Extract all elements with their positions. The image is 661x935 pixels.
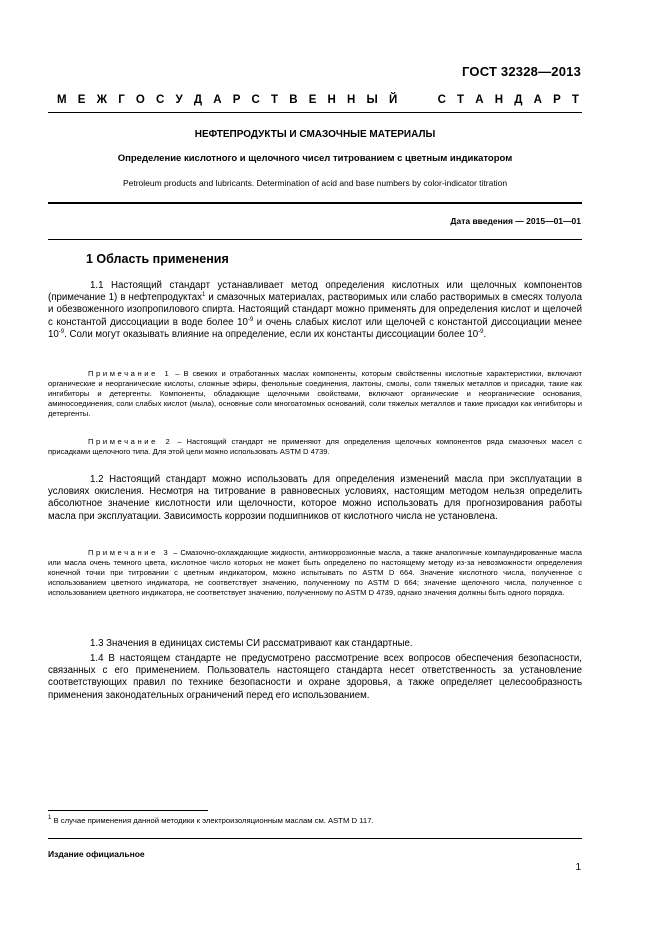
paragraph-1-2 [48,474,582,523]
divider [48,112,582,113]
document-title: НЕФТЕПРОДУКТЫ И СМАЗОЧНЫЕ МАТЕРИАЛЫ [194,129,436,140]
banner-letter: А [213,94,222,106]
footnote-divider [48,810,208,811]
english-title: Petroleum products and lubricants. Determination of acid and base numbers by color-indicator titration [122,178,508,188]
text-run: . [483,328,487,340]
effective-date: Дата введения — 2015—01—01 [450,216,581,226]
banner-letter: С [251,94,260,106]
footer-divider [48,838,582,839]
banner-letter: А [533,94,542,106]
banner-letter: Т [571,94,579,106]
banner-letter: С [437,94,446,106]
note-2 [48,437,582,457]
banner-letter: Н [347,94,356,106]
text-run: . Соли могут оказывать влияние на определение, если их константы диссоциации более 10 [64,328,479,340]
paragraph-1-3 [48,638,582,650]
edition-label: Издание официальное [48,849,145,859]
paragraph-text: 1.4 В настоящем стандарте не предусмотрено рассмотрение всех вопросов обеспечения безопасности, связанных с его применением. Пользователь настоящего стандарта несет ответственность за установление соответствующих правил по технике безопасности и охране здоровья, а также определяет целесообразность применения законодательных ограничений перед его использованием. [48,653,582,701]
gost-code: ГОСТ 32328—2013 [462,64,581,79]
banner-letter: А [475,94,484,106]
note-3 [48,548,582,598]
exponent: -9 [478,328,484,335]
banner-letter: М [57,94,67,106]
exponent: -9 [247,316,254,323]
banner-letter: Д [514,94,523,106]
banner-letter: Н [494,94,504,106]
paragraph-text: 1.2 Настоящий стандарт можно использовать для определения изменений масла при эксплуатации в условиях окисления. Несмотря на титрование в равновесных условиях, настоящим методом нельзя определить абсолютное значение кислотности или щелочности, которое можно использовать для прогнозирования работы масла при эксплуатации. Зависимость коррозии подшипников от кислотного числа не установлена. [48,474,582,522]
banner-letter: Р [232,94,241,106]
footnote-mark: 1 [48,815,52,821]
exponent: -9 [58,328,65,335]
banner-letter: Д [193,94,203,106]
note-1 [48,369,582,419]
note-text: – Смазочно-охлаждающие жидкости, антикоррозионные масла, а также аналогичные компаундированные масла или масла очень темного цвета, кислотное число которых не может быть определено по настоящему методу из-за невозможности определения конечной точки при титровании с цветным индикатором, можно испытывать по ASTM D 664. Значение кислотного числа, полученное с использованием цветного индикатора, не соответствует значению, полученному по ASTM D 664; значение щелочного числа, полученное с использованием цветного индикатора, не соответствует значению, полученному по ASTM D 4739, однако значения должны быть одного порядка. [48,548,582,597]
divider [48,239,582,240]
banner-letter: Г [118,94,125,106]
banner-letter: Е [308,94,317,106]
footnote-text: В случае применения данной методики к электроизоляционным маслам см. ASTM D 117. [51,816,374,825]
note-label: Примечание 1 [88,369,172,378]
document-subtitle: Определение кислотного и щелочного чисел титрованием с цветным индикатором [117,153,513,164]
banner-letter: Т [271,94,279,106]
banner-letter: Н [327,94,336,106]
footnote [48,816,374,825]
page-number: 1 [575,862,581,873]
text-run: и очень слабых кислот или щелочей с константой диссоциации менее 10 [48,316,582,340]
footnote-ref: 1 [201,292,206,299]
banner-letter: Й [388,94,398,106]
banner-letter: Ж [96,94,108,106]
banner-letter: С [156,94,165,106]
banner-letter: Р [553,94,561,106]
note-text: – В свежих и отработанных маслах компоненты, которым свойственны кислотные характеристики, включают органические и неорганические кислоты, сложные эфиры, фенольные соединения, лактоны, смолы, соли тяжелых металлов и присадки, такие как ингибиторы и детергенты. Компоненты, обладающие щелочными свойствами, включают органические и неорганические основания, аминосоединения, соли слабых кислот (мыла), основные соли многоатомных оснований, соли тяжелых металлов и такие присадки как ингибиторы и детергенты. [48,369,582,418]
paragraph-text: 1.3 Значения в единицах системы СИ рассматривают как стандартные. [90,638,413,649]
paragraph-1-1 [48,280,582,341]
divider-thick [48,202,582,204]
banner-letter: Т [457,94,465,106]
interstate-standard-banner [57,94,579,106]
text-run: 1.1 Настоящий стандарт устанавливает метод определения кислотных или щелочных компонентов (примечание 1) в нефтепродуктах [48,280,582,304]
note-text: – Настоящий стандарт не применяют для определения щелочных компонентов ряда смазочных масел с присадками щелочного типа. Для этой цели можно использовать ASTM D 4739. [48,437,582,456]
banner-letter: У [175,94,183,106]
text-run: и смазочных материалах, растворимых или слабо растворимых в смесях толуола и обезвоженного изопропилового спирта. Настоящий стандарт можно применять для определения кислот и щелочей с константой диссоциации в воде более 10 [48,292,582,328]
note-label: Примечание 2 [88,437,173,446]
banner-letter: В [289,94,298,106]
banner-letter: О [135,94,145,106]
note-label: Примечание 3 [88,548,171,557]
section-heading: 1 Область применения [86,252,229,266]
banner-letter: Ы [366,94,378,106]
banner-letter: Е [77,94,86,106]
banner-gap [408,94,426,106]
paragraph-1-4 [48,653,582,702]
